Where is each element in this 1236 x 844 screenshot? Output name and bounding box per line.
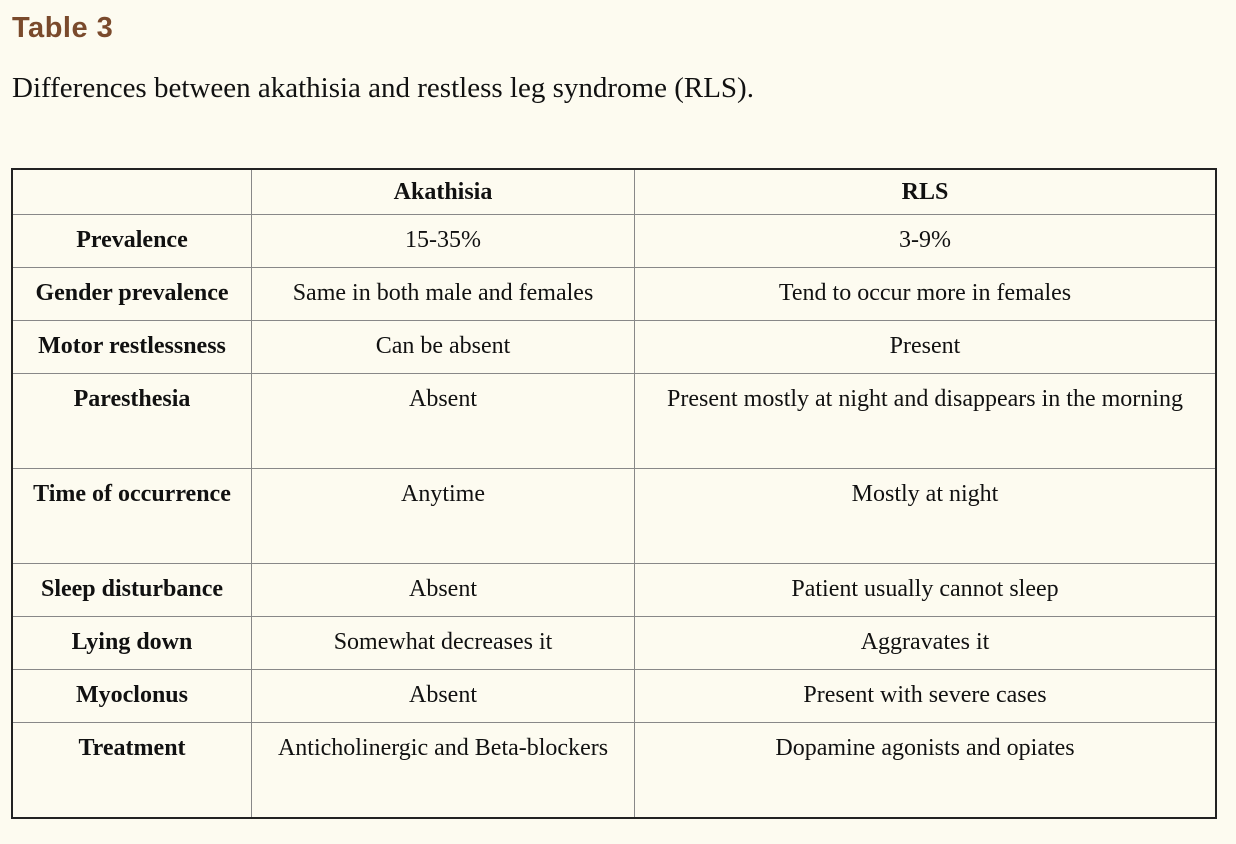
akathisia-cell: Anticholinergic and Beta-blockers [252, 723, 635, 819]
row-label: Paresthesia [12, 374, 252, 469]
rls-cell: Tend to occur more in females [635, 268, 1217, 321]
row-label: Treatment [12, 723, 252, 819]
row-label: Time of occurrence [12, 469, 252, 564]
header-row [12, 169, 1216, 215]
row-label: Myoclonus [12, 670, 252, 723]
table-row [12, 670, 1216, 723]
table-row [12, 215, 1216, 268]
table-row [12, 564, 1216, 617]
akathisia-cell: Same in both male and females [252, 268, 635, 321]
akathisia-cell: Absent [252, 564, 635, 617]
rls-cell: Present with severe cases [635, 670, 1217, 723]
rls-cell: Mostly at night [635, 469, 1217, 564]
table-caption: Differences between akathisia and restless leg syndrome (RLS). [12, 72, 754, 104]
comparison-table [11, 168, 1217, 819]
akathisia-cell: Anytime [252, 469, 635, 564]
rls-cell: Patient usually cannot sleep [635, 564, 1217, 617]
header-cell-rls: RLS [635, 169, 1217, 215]
akathisia-cell: Somewhat decreases it [252, 617, 635, 670]
header-cell-feature [12, 169, 252, 215]
table-label: Table 3 [12, 12, 114, 44]
akathisia-cell: Absent [252, 374, 635, 469]
table-row [12, 374, 1216, 469]
row-label: Prevalence [12, 215, 252, 268]
table-row [12, 321, 1216, 374]
rls-cell: 3-9% [635, 215, 1217, 268]
table-row [12, 617, 1216, 670]
row-label: Sleep disturbance [12, 564, 252, 617]
akathisia-cell: Absent [252, 670, 635, 723]
akathisia-cell: 15-35% [252, 215, 635, 268]
rls-cell: Aggravates it [635, 617, 1217, 670]
row-label: Lying down [12, 617, 252, 670]
row-label: Gender prevalence [12, 268, 252, 321]
rls-cell: Present [635, 321, 1217, 374]
rls-cell: Dopamine agonists and opiates [635, 723, 1217, 819]
table-row [12, 268, 1216, 321]
header-cell-akathisia: Akathisia [252, 169, 635, 215]
table-row [12, 469, 1216, 564]
row-label: Motor restlessness [12, 321, 252, 374]
akathisia-cell: Can be absent [252, 321, 635, 374]
rls-cell: Present mostly at night and disappears in the morning [635, 374, 1217, 469]
table-row [12, 723, 1216, 819]
